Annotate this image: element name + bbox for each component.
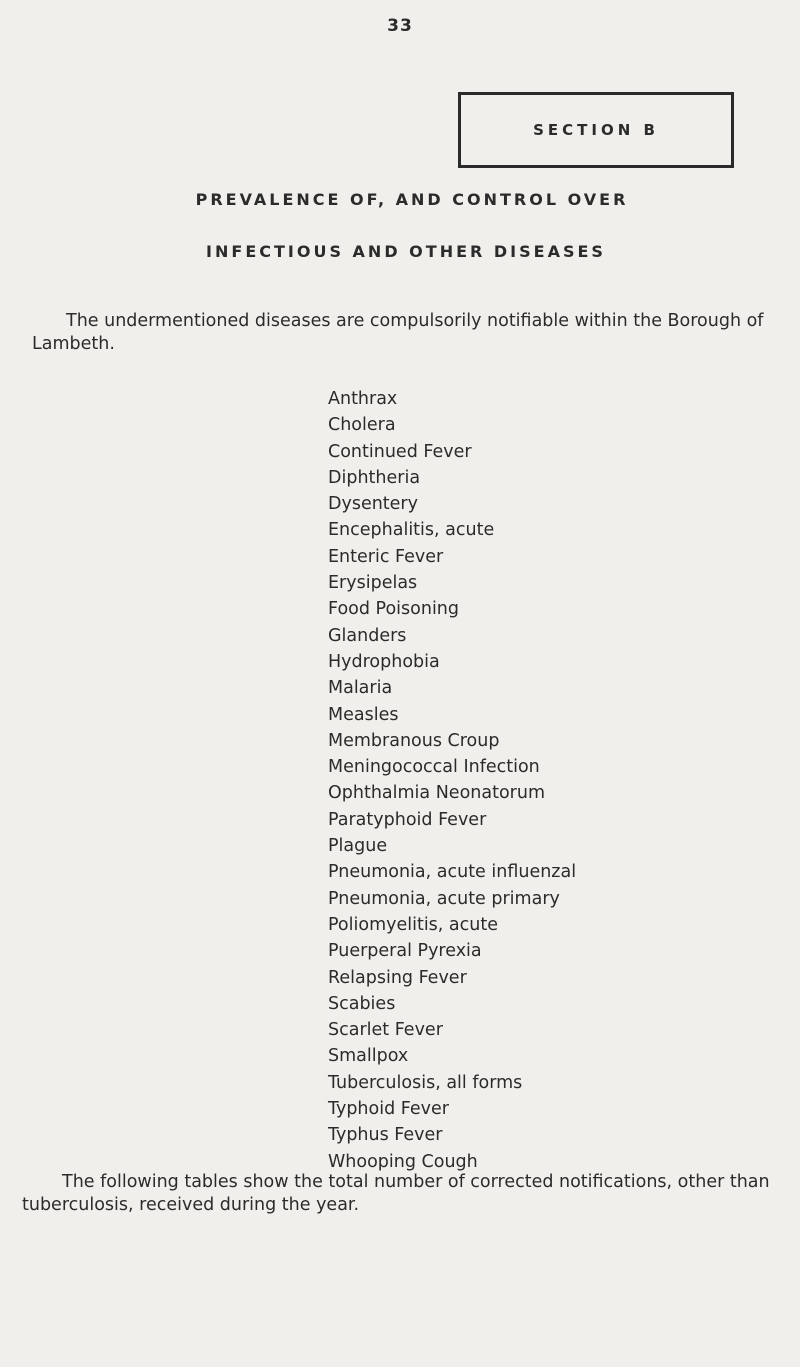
- disease-item: Whooping Cough: [328, 1151, 478, 1172]
- disease-item: Paratyphoid Fever: [328, 809, 487, 830]
- intro-paragraph: The undermentioned diseases are compulsorily notifiable within the Borough of Lambeth.: [32, 311, 764, 354]
- disease-item: Food Poisoning: [328, 599, 460, 620]
- disease-item: Scarlet Fever: [328, 1020, 443, 1041]
- disease-item: Anthrax: [328, 389, 398, 409]
- disease-item: Glanders: [328, 625, 407, 646]
- disease-item: Meningococcal Infection: [328, 757, 540, 778]
- disease-item: Relapsing Fever: [328, 967, 467, 988]
- disease-item: Enteric Fever: [328, 546, 444, 567]
- disease-item: Tuberculosis, all forms: [328, 1072, 523, 1093]
- disease-item: Hydrophobia: [328, 651, 440, 672]
- disease-item: Encephalitis, acute: [328, 520, 495, 541]
- page-number: 33: [387, 16, 413, 36]
- section-label: SECTION B: [533, 121, 659, 139]
- disease-list: [328, 386, 576, 1175]
- disease-item: Diphtheria: [328, 467, 421, 488]
- heading-line-2: INFECTIOUS AND OTHER DISEASES: [206, 242, 606, 261]
- disease-item: Cholera: [328, 415, 396, 436]
- section-box: [458, 92, 734, 168]
- disease-item: Continued Fever: [328, 441, 472, 462]
- disease-item: Poliomyelitis, acute: [328, 914, 498, 935]
- disease-item: Plague: [328, 836, 388, 857]
- disease-item: Erysipelas: [328, 573, 418, 594]
- disease-item: Puerperal Pyrexia: [328, 941, 482, 962]
- disease-item: Membranous Croup: [328, 730, 500, 751]
- disease-item: Ophthalmia Neonatorum: [328, 783, 545, 804]
- disease-item: Pneumonia, acute primary: [328, 888, 560, 909]
- closing-paragraph: The following tables show the total number of corrected notifications, other than tuberculosis, received during the year.: [22, 1172, 770, 1215]
- disease-item: Measles: [328, 704, 399, 725]
- disease-item: Typhus Fever: [328, 1125, 443, 1146]
- disease-item: Typhoid Fever: [328, 1099, 449, 1120]
- disease-item: Scabies: [328, 993, 396, 1014]
- disease-item: Pneumonia, acute influenzal: [328, 862, 577, 883]
- heading-line-1: PREVALENCE OF, AND CONTROL OVER: [195, 190, 629, 209]
- disease-item: Dysentery: [328, 494, 418, 515]
- disease-item: Smallpox: [328, 1046, 409, 1067]
- disease-item: Malaria: [328, 678, 393, 699]
